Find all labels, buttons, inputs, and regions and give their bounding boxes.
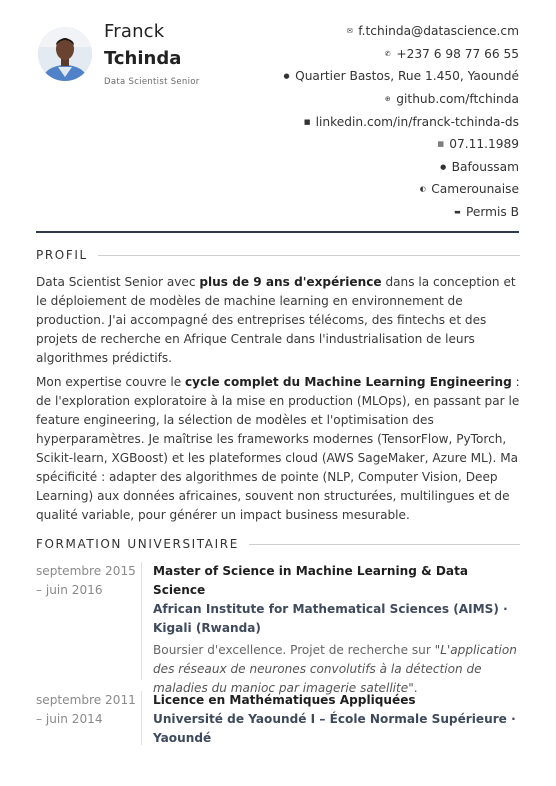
section-title-formation xyxy=(36,537,520,551)
education-degree: Master of Science in Machine Learning & Data Science xyxy=(153,564,469,597)
contact-github-text[interactable]: github.com/ftchinda xyxy=(396,92,519,107)
job-title: Data Scientist Senior xyxy=(104,77,200,87)
contact-birthdate-text: 07.11.1989 xyxy=(449,137,519,152)
profil-paragraph-2 xyxy=(36,373,520,525)
contact-nationality-text: Camerounaise xyxy=(431,182,519,197)
contact-birthdate xyxy=(219,133,519,156)
calendar-icon: ▦ xyxy=(437,140,445,149)
profil-p2-highlight: cycle complet du Machine Learning Engineering xyxy=(185,375,512,389)
profil-p2-text: Mon expertise couvre le xyxy=(36,375,186,389)
header-divider xyxy=(36,231,519,233)
linkedin-icon: ■ xyxy=(303,117,311,126)
avatar xyxy=(38,27,92,81)
education-description-project: "L'application des réseaux de neurones convolutifs à la détection de maladies du manioc par imagerie satellite" xyxy=(153,643,517,695)
section-title-profil xyxy=(36,248,520,262)
contact-email[interactable] xyxy=(219,20,519,43)
location-icon: ● xyxy=(283,72,290,81)
birthplace-icon: ● xyxy=(440,162,447,171)
email-icon: ✉ xyxy=(346,27,353,36)
contact-github[interactable] xyxy=(219,88,519,111)
education-entry xyxy=(153,562,523,698)
education-description-text: Boursier d'excellence. Projet de recherche sur xyxy=(153,643,435,657)
first-name: Franck xyxy=(104,21,165,42)
profil-paragraph-1 xyxy=(36,273,520,368)
profil-p2-text-end: : de l'exploration exploratoire à la mise en production (MLOps), en passant par le feature engineering, la sélection de modèles et l'optimisation des hyperparamètres. Je maîtrise les frameworks modernes (TensorFlow, PyTorch, Scikit-learn, XGBoost) et les plateformes cloud (AWS SageMaker, Azure ML). Ma spécificité : adapter des algorithmes de pointe (NLP, Computer Vision, Deep Learning) aux données africaines, souvent non structurées, multilingues et de qualité variable, pour générer un impact business mesurable. xyxy=(36,375,520,522)
contact-phone[interactable] xyxy=(219,43,519,66)
globe-icon: ⊕ xyxy=(384,95,391,104)
education-description xyxy=(153,641,523,698)
contact-email-text[interactable]: f.tchinda@datascience.cm xyxy=(358,24,519,39)
contact-linkedin[interactable] xyxy=(219,110,519,133)
section-divider xyxy=(98,255,520,256)
contact-nationality xyxy=(219,178,519,201)
education-timeline-line xyxy=(141,691,142,745)
education-date: septembre 2015 – juin 2016 xyxy=(36,564,136,597)
contact-license xyxy=(219,201,519,224)
contact-address-text: Quartier Bastos, Rue 1.450, Yaoundé xyxy=(295,69,519,84)
last-name: Tchinda xyxy=(104,48,182,69)
profil-p1-text-end: dans la conception et le déploiement de modèles de machine learning en environnement de production. J'ai accompagné des entreprises télécoms, des fintechs et des projets de recherche en Afrique Centrale dans l'industrialisation de leurs algorithmes prédictifs. xyxy=(36,275,516,365)
contact-birthplace xyxy=(219,156,519,179)
contact-phone-text[interactable]: +237 6 98 77 66 55 xyxy=(396,46,519,61)
section-divider xyxy=(249,544,520,545)
education-degree: Licence en Mathématiques Appliquées xyxy=(153,693,416,707)
phone-icon: ✆ xyxy=(384,49,391,58)
contact-address xyxy=(219,65,519,88)
education-school: Université de Yaoundé I – École Normale Supérieure · Yaoundé xyxy=(153,712,516,745)
education-school: African Institute for Mathematical Sciences (AIMS) · Kigali (Rwanda) xyxy=(153,602,508,635)
profil-p1-highlight: plus de 9 ans d'expérience xyxy=(199,275,382,289)
profil-p1-text: Data Scientist Senior avec xyxy=(36,275,200,289)
education-entry xyxy=(153,691,523,748)
nationality-icon: ◐ xyxy=(419,185,426,194)
section-title-formation-label: FORMATION UNIVERSITAIRE xyxy=(36,537,239,551)
education-timeline-line xyxy=(141,562,142,680)
contact-birthplace-text: Bafoussam xyxy=(451,159,519,174)
education-description-end: . xyxy=(413,681,418,695)
car-icon: ▬ xyxy=(454,208,461,217)
contact-license-text: Permis B xyxy=(465,205,519,220)
section-title-profil-label: PROFIL xyxy=(36,248,88,262)
contact-list xyxy=(219,20,519,223)
contact-linkedin-text[interactable]: linkedin.com/in/franck-tchinda-ds xyxy=(315,114,519,129)
education-date: septembre 2011 – juin 2014 xyxy=(36,693,136,726)
